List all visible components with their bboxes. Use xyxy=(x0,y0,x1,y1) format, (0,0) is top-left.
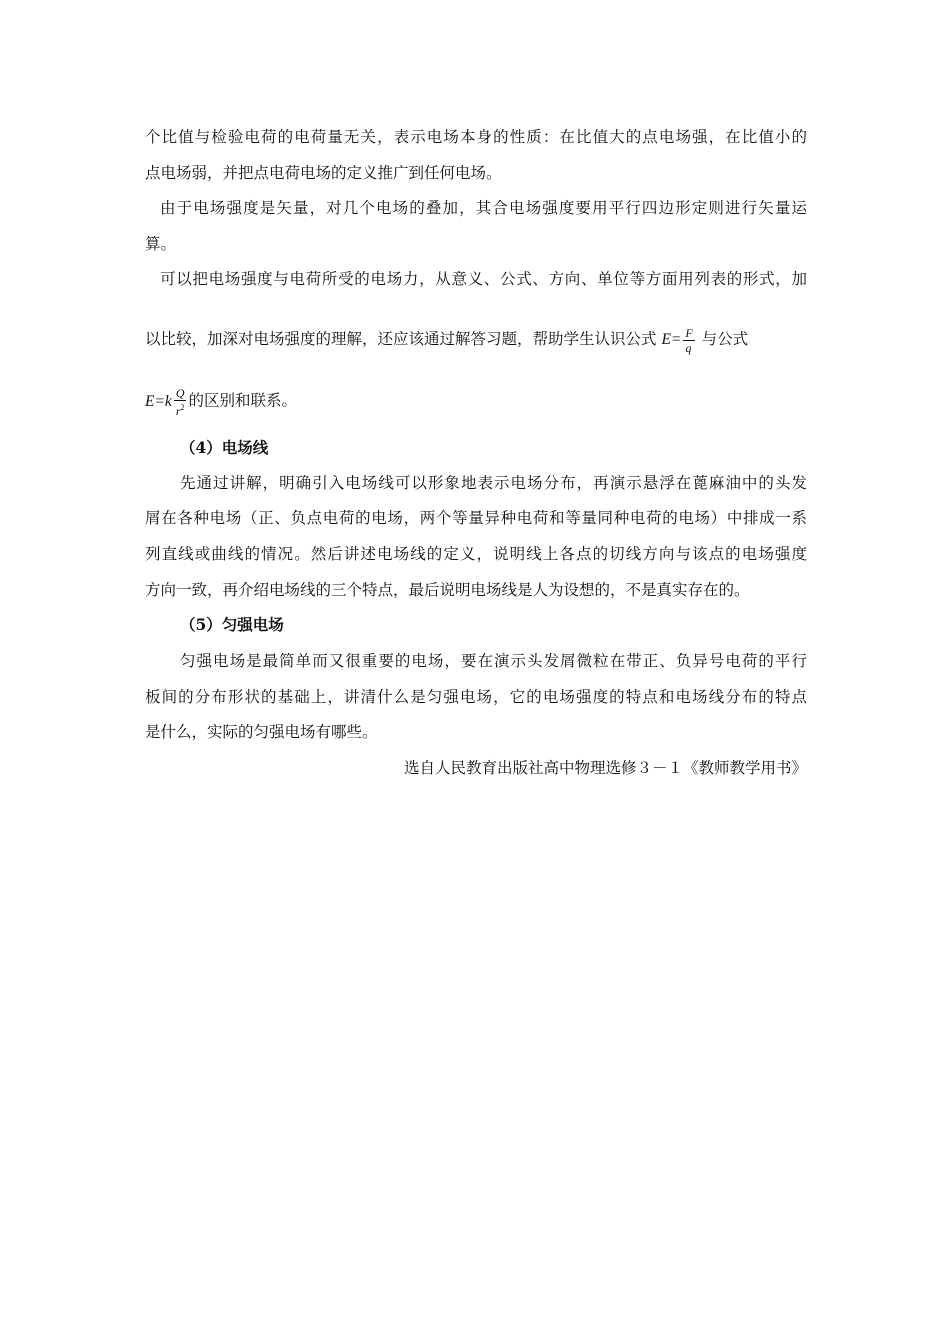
paragraph-line: 由于电场强度是矢量，对几个电场的叠加，其合电场强度要用平行四边形定则进行矢量运 xyxy=(160,199,807,217)
formula-lhs: E=k xyxy=(145,392,172,410)
paragraph-line: 个比值与检验电荷的电荷量无关，表示电场本身的性质：在比值大的点电场强，在比值小的 xyxy=(145,128,807,146)
formula-e-equals-kq-over-r2 xyxy=(145,386,188,418)
fraction xyxy=(683,326,694,355)
paragraph-line: 列直线或曲线的情况。然后讲述电场线的定义，说明线上各点的切线方向与该点的电场强度 xyxy=(145,545,807,563)
denominator-exponent: 2 xyxy=(180,403,185,412)
paragraph-line: 先通过讲解，明确引入电场线可以形象地表示电场分布，再演示悬浮在蓖麻油中的头发 xyxy=(180,474,807,492)
fraction-numerator: Q xyxy=(175,386,185,400)
fraction-denominator xyxy=(174,401,187,418)
paragraph-line: 是什么，实际的匀强电场有哪些。 xyxy=(145,723,378,741)
formula-e-equals-f-over-q xyxy=(661,326,696,355)
formula-lhs: E= xyxy=(661,331,682,349)
paragraph-line: 方向一致，再介绍电场线的三个特点，最后说明电场线是人为设想的，不是真实存在的。 xyxy=(145,581,750,599)
paragraph-line: 匀强电场是最简单而又很重要的电场，要在演示头发屑微粒在带正、负异号电荷的平行 xyxy=(180,652,807,670)
denominator-base: r xyxy=(175,404,181,418)
fraction-denominator: q xyxy=(685,341,692,355)
paragraph-line: 板间的分布形状的基础上，讲清什么是匀强电场，它的电场强度的特点和电场线分布的特点 xyxy=(145,688,807,706)
paragraph-line: 算。 xyxy=(145,235,177,253)
section-heading-4: （4）电场线 xyxy=(180,438,269,457)
fraction xyxy=(174,386,187,418)
paragraph-line: 可以把电场强度与电荷所受的电场力，从意义、公式、方向、单位等方面用列表的形式，加 xyxy=(160,270,807,288)
text-segment: 以比较，加深对电场强度的理解，还应该通过解答习题，帮助学生认识公式 xyxy=(145,330,657,349)
source-citation: 选自人民教育出版社高中物理选修３－１《教师教学用书》 xyxy=(403,759,807,777)
paragraph-line-with-formula xyxy=(145,326,807,355)
section-heading-5: （5）匀强电场 xyxy=(180,615,284,634)
fraction-numerator: F xyxy=(685,326,693,340)
paragraph-line-with-formula xyxy=(145,386,807,418)
text-segment: 与公式 xyxy=(701,330,749,349)
paragraph-line: 屑在各种电场（正、负点电荷的电场，两个等量异种电荷和等量同种电荷的电场）中排成一系 xyxy=(145,509,807,527)
paragraph-line: 点电场弱，并把点电荷电场的定义推广到任何电场。 xyxy=(145,164,502,182)
text-segment: 的区别和联系。 xyxy=(188,391,297,410)
